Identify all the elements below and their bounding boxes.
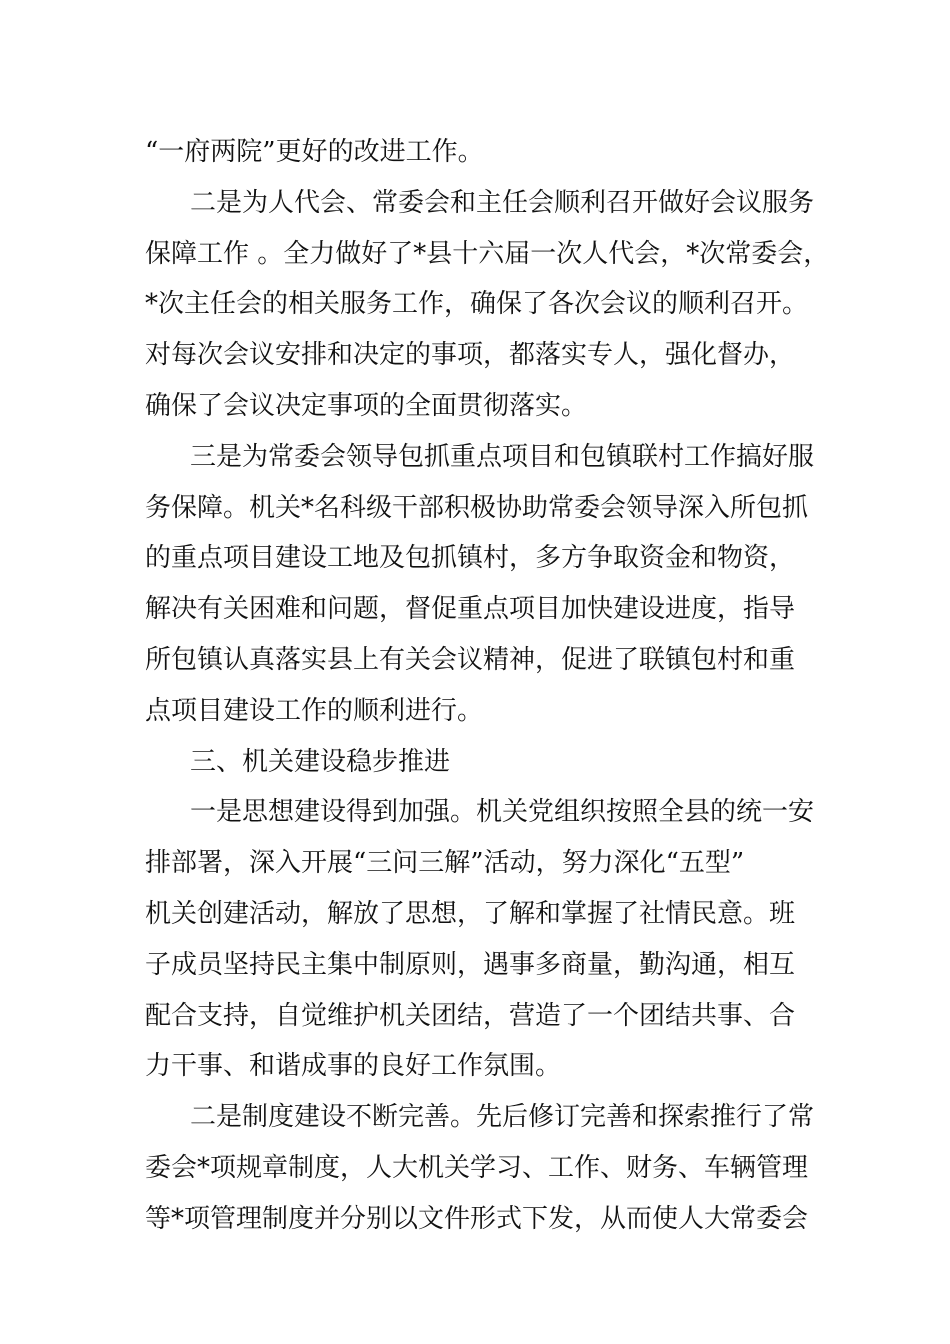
text-line-21: 委会*项规章制度，人大机关学习、工作、财务、车辆管理 — [145, 1152, 809, 1183]
text-line-5: 对每次会议安排和决定的事项，都落实专人，强化督办， — [145, 340, 796, 371]
text-line-12: 点项目建设工作的顺利进行。 — [145, 695, 484, 726]
text-line-19: 力干事、和谐成事的良好工作氛围。 — [145, 1051, 562, 1082]
text-line-3: 保障工作 。全力做好了*县十六届一次人代会，*次常委会， — [145, 238, 830, 269]
document-body — [145, 127, 835, 1245]
text-line-4: *次主任会的相关服务工作，确保了各次会议的顺利召开。 — [145, 289, 809, 320]
text-line-1: “一府两院”更好的改进工作。 — [145, 137, 484, 167]
text-line-17: 子成员坚持民主集中制原则，遇事多商量，勤沟通，相互 — [145, 949, 796, 980]
text-line-2: 二是为人代会、常委会和主任会顺利召开做好会议服务 — [190, 187, 815, 218]
text-line-18: 配合支持，自觉维护机关团结，营造了一个团结共事、合 — [145, 1000, 796, 1031]
text-line-10: 解决有关困难和问题，督促重点项目加快建设进度，指导 — [145, 594, 796, 625]
text-line-6: 确保了会议决定事项的全面贯彻落实。 — [145, 390, 588, 421]
section-heading: 三、机关建设稳步推进 — [190, 746, 451, 777]
text-line-15: 排部署，深入开展“三问三解”活动，努力深化“五型” — [145, 848, 745, 879]
text-line-14: 一是思想建设得到加强。机关党组织按照全县的统一安 — [190, 797, 815, 828]
text-line-22: 等*项管理制度并分别以文件形式下发，从而使人大常委会 — [145, 1203, 809, 1234]
text-line-20: 二是制度建设不断完善。先后修订完善和探索推行了常 — [190, 1102, 815, 1133]
text-line-8: 务保障。机关*名科级干部积极协助常委会领导深入所包抓 — [145, 492, 809, 523]
text-line-7: 三是为常委会领导包抓重点项目和包镇联村工作搞好服 — [190, 441, 815, 472]
text-line-11: 所包镇认真落实县上有关会议精神，促进了联镇包村和重 — [145, 644, 796, 675]
text-line-9: 的重点项目建设工地及包抓镇村，多方争取资金和物资， — [145, 543, 796, 574]
text-line-16: 机关创建活动，解放了思想，了解和掌握了社情民意。班 — [145, 898, 796, 929]
